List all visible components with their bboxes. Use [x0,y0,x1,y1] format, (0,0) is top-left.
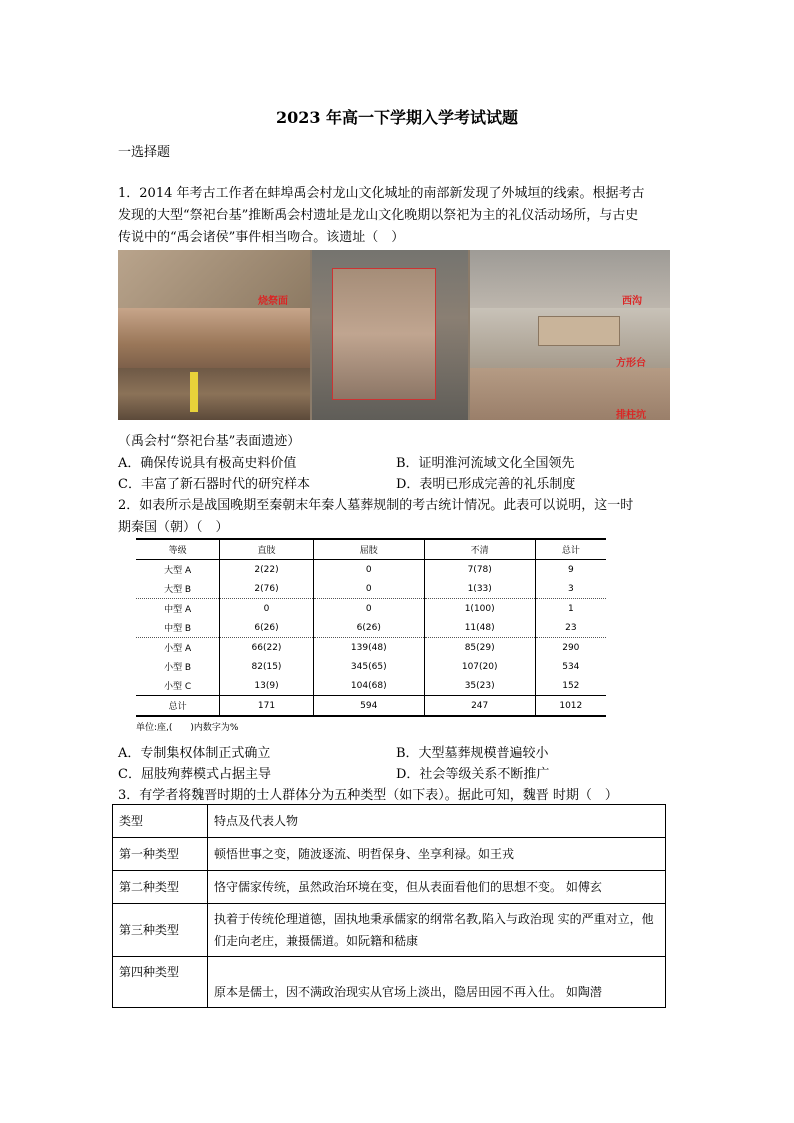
table-cell: 1(100) [424,599,535,619]
table-cell: 大型 B [136,579,220,599]
table-cell: 2(22) [220,560,314,580]
table-cell: 171 [220,696,314,717]
table-cell: 247 [424,696,535,717]
table-cell: 3 [535,579,606,599]
q2-option-d[interactable]: D．社会等级关系不断推广 [396,767,550,782]
table-header: 屈肢 [313,539,424,560]
table-cell: 中型 A [164,605,192,615]
table-header: 直肢 [220,539,314,560]
table-cell: 0 [313,599,424,619]
table-row [113,871,666,904]
q1-photo-caption: （禹会村“祭祀台基”表面遗迹） [118,434,301,449]
table-cell: 534 [535,657,606,676]
table-cell: 0 [220,599,314,619]
table-cell: 原本是儒士，因不满政治现实从官场上淡出，隐居田园不再入仕。 如陶潜 [208,957,666,1008]
q1-option-a[interactable]: A．确保传说具有极高史料价值 [118,456,297,471]
table-cell: 第三种类型 [113,904,208,957]
table-cell: 第四种类型 [113,957,208,1008]
q1-text-line-1: 1．2014 年考古工作者在蚌埠禹会村龙山文化城址的南部新发现了外城垣的线索。根据考古 [118,186,645,201]
table-cell: 0 [313,560,424,580]
table-note: 单位:座,( )内数字为% [136,723,239,733]
q1-option-d[interactable]: D．表明已形成完善的礼乐制度 [396,477,576,492]
table-row [136,638,606,658]
table-cell: 1 [535,599,606,619]
table-row [113,838,666,871]
q2-option-c[interactable]: C．屈肢殉葬模式占据主导 [118,767,271,782]
table-header: 等级 [136,539,220,560]
table-cell: 执着于传统伦理道德，固执地秉承儒家的纲常名教,陷入与政治现 实的严重对立，他们走向老庄，兼摄儒道。如阮籍和嵇康 [208,904,666,957]
table-cell: 11(48) [424,618,535,638]
table-cell: 13(9) [220,676,314,696]
table-row [136,676,606,696]
table-cell: 139(48) [313,638,424,658]
photo-label-1: 烧祭面 [258,296,288,307]
q2-text-line-1: 2．如表所示是战国晚期至秦朝末年秦人墓葬规制的考古统计情况。此表可以说明，这一时 [118,498,634,513]
table-row [136,579,606,599]
table-row [113,957,666,1008]
table-header: 总计 [535,539,606,560]
table-cell: 85(29) [424,638,535,658]
table-header: 类型 [113,805,208,838]
burial-statistics-table [136,538,606,717]
excavation-photo-collage [118,250,670,420]
table-cell: 中型 B [136,618,220,638]
table-cell: 66(22) [220,638,314,658]
table-cell: 第一种类型 [113,838,208,871]
q1-option-b[interactable]: B．证明淮河流域文化全国领先 [396,456,575,471]
table-row [136,618,606,638]
q1-option-c[interactable]: C．丰富了新石器时代的研究样本 [118,477,310,492]
table-row [113,904,666,957]
table-cell: 152 [535,676,606,696]
q2-text-line-2: 期秦国（朝）（ ） [118,520,229,535]
table-cell: 1(33) [424,579,535,599]
table-cell: 小型 B [164,663,192,673]
table-cell: 345(65) [313,657,424,676]
table-cell: 6(26) [220,618,314,638]
table-cell: 恪守儒家传统，虽然政治环境在变，但从表面看他们的思想不变。 如傅玄 [208,871,666,904]
q3-text: 3．有学者将魏晋时期的士人群体分为五种类型（如下表）。据此可知，魏晋 时期（ ） [118,788,618,803]
scholar-types-table [112,804,666,1008]
section-heading: 一选择题 [118,145,171,160]
table-cell: 6(26) [313,618,424,638]
table-cell: 107(20) [424,657,535,676]
table-cell: 9 [535,560,606,580]
table-row [136,560,606,580]
q2-option-b[interactable]: B．大型墓葬规模普遍较小 [396,746,549,761]
table-cell: 7(78) [424,560,535,580]
q2-option-a[interactable]: A．专制集权体制正式确立 [118,746,271,761]
table-cell: 小型 A [164,644,192,654]
table-cell: 总计 [136,696,220,717]
photo-label-2: 西沟 [622,296,642,307]
table-cell: 82(15) [220,657,314,676]
table-header: 特点及代表人物 [208,805,666,838]
photo-label-3: 方形台 [616,358,646,369]
table-cell: 2(76) [220,579,314,599]
table-header: 不清 [424,539,535,560]
page-title: 2023 年高一下学期入学考试试题 [275,108,519,127]
q1-text-line-3: 传说中的“禹会诸侯”事件相当吻合。该遗址（ ） [118,230,405,245]
table-header-row [113,805,666,838]
table-cell: 23 [535,618,606,638]
table-cell: 大型 A [164,566,192,576]
table-cell: 小型 C [164,682,192,692]
table-row [136,599,606,619]
table-cell: 0 [313,579,424,599]
table-cell: 290 [535,638,606,658]
table-cell: 1012 [535,696,606,717]
table-row [136,657,606,676]
table-cell: 顿悟世事之变，随波逐流、明哲保身、坐享利禄。如王戎 [208,838,666,871]
table-cell: 35(23) [424,676,535,696]
table-cell: 104(68) [313,676,424,696]
table-cell: 第二种类型 [113,871,208,904]
table-total-row [136,696,606,717]
table-cell: 594 [313,696,424,717]
photo-label-4: 排柱坑 [616,410,646,420]
q1-text-line-2: 发现的大型“祭祀台基”推断禹会村遗址是龙山文化晚期以祭祀为主的礼仪活动场所，与古史 [118,208,639,223]
